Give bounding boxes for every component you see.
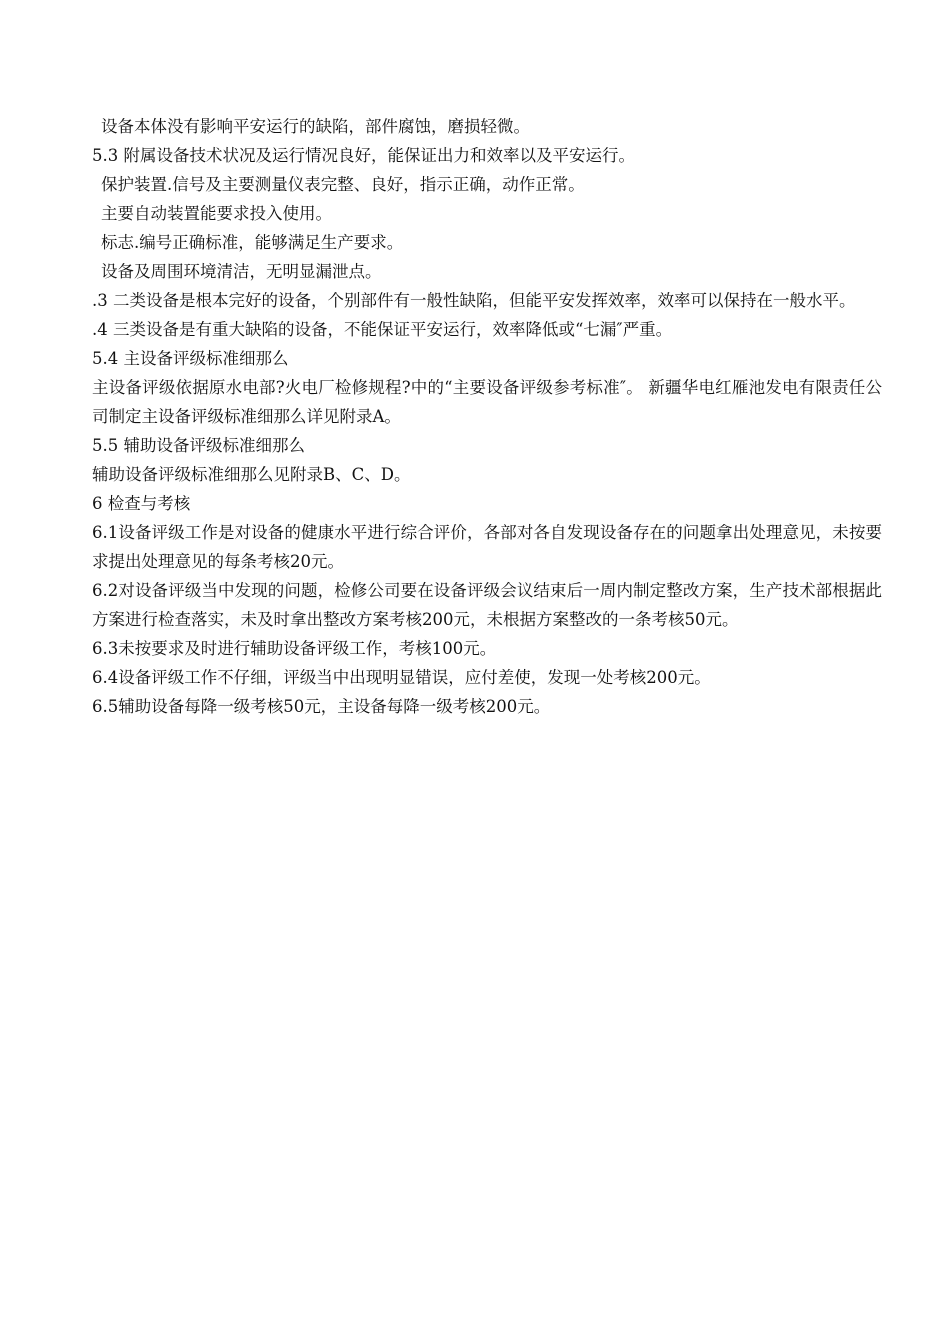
paragraph-environment-clean: 设备及周围环境清洁，无明显漏泄点。 (101, 262, 382, 281)
heading-5-5: 5.5 辅助设备评级标准细那么 (92, 436, 305, 455)
paragraph-6-3: 6.3未按要求及时进行辅助设备评级工作，考核100元。 (92, 639, 497, 658)
document-body (92, 112, 882, 721)
paragraph-automatic-devices: 主要自动装置能要求投入使用。 (101, 204, 332, 223)
paragraph-labels-numbering: 标志.编号正确标准，能够满足生产要求。 (101, 233, 404, 252)
paragraph-class-two-equipment: .3 二类设备是根本完好的设备，个别部件有一般性缺陷，但能平安发挥效率，效率可以保持在一般水平。 (92, 291, 856, 310)
paragraph-6-1: 6.1设备评级工作是对设备的健康水平进行综合评价，各部对各自发现设备存在的问题拿出处理意见，未按要求提出处理意见的每条考核20元。 (92, 523, 882, 571)
paragraph-class-three-equipment: .4 三类设备是有重大缺陷的设备，不能保证平安运行，效率降低或“七漏″严重。 (92, 320, 673, 339)
heading-6: 6 检查与考核 (92, 494, 191, 513)
paragraph-6-4: 6.4设备评级工作不仔细，评级当中出现明显错误，应付差使，发现一处考核200元。 (92, 668, 711, 687)
paragraph-equipment-body-defects: 设备本体没有影响平安运行的缺陷，部件腐蚀，磨损轻微。 (101, 117, 530, 136)
paragraph-5-3: 5.3 附属设备技术状况及运行情况良好，能保证出力和效率以及平安运行。 (92, 146, 635, 165)
paragraph-6-5: 6.5辅助设备每降一级考核50元，主设备每降一级考核200元。 (92, 697, 551, 716)
paragraph-6-2: 6.2对设备评级当中发现的问题，检修公司要在设备评级会议结束后一周内制定整改方案，生产技术部根据此方案进行检查落实，未及时拿出整改方案考核200元，未根据方案整改的一条考核50元。 (92, 581, 882, 629)
paragraph-auxiliary-equipment-rating: 辅助设备评级标准细那么见附录B、C、D。 (92, 465, 411, 484)
paragraph-protection-devices: 保护装置.信号及主要测量仪表完整、良好，指示正确，动作正常。 (101, 175, 585, 194)
paragraph-main-equipment-rating: 主设备评级依据原水电部?火电厂检修规程?中的“主要设备评级参考标准″。 新疆华电红雁池发电有限责任公司制定主设备评级标准细那么详见附录A。 (92, 378, 882, 426)
heading-5-4: 5.4 主设备评级标准细那么 (92, 349, 289, 368)
